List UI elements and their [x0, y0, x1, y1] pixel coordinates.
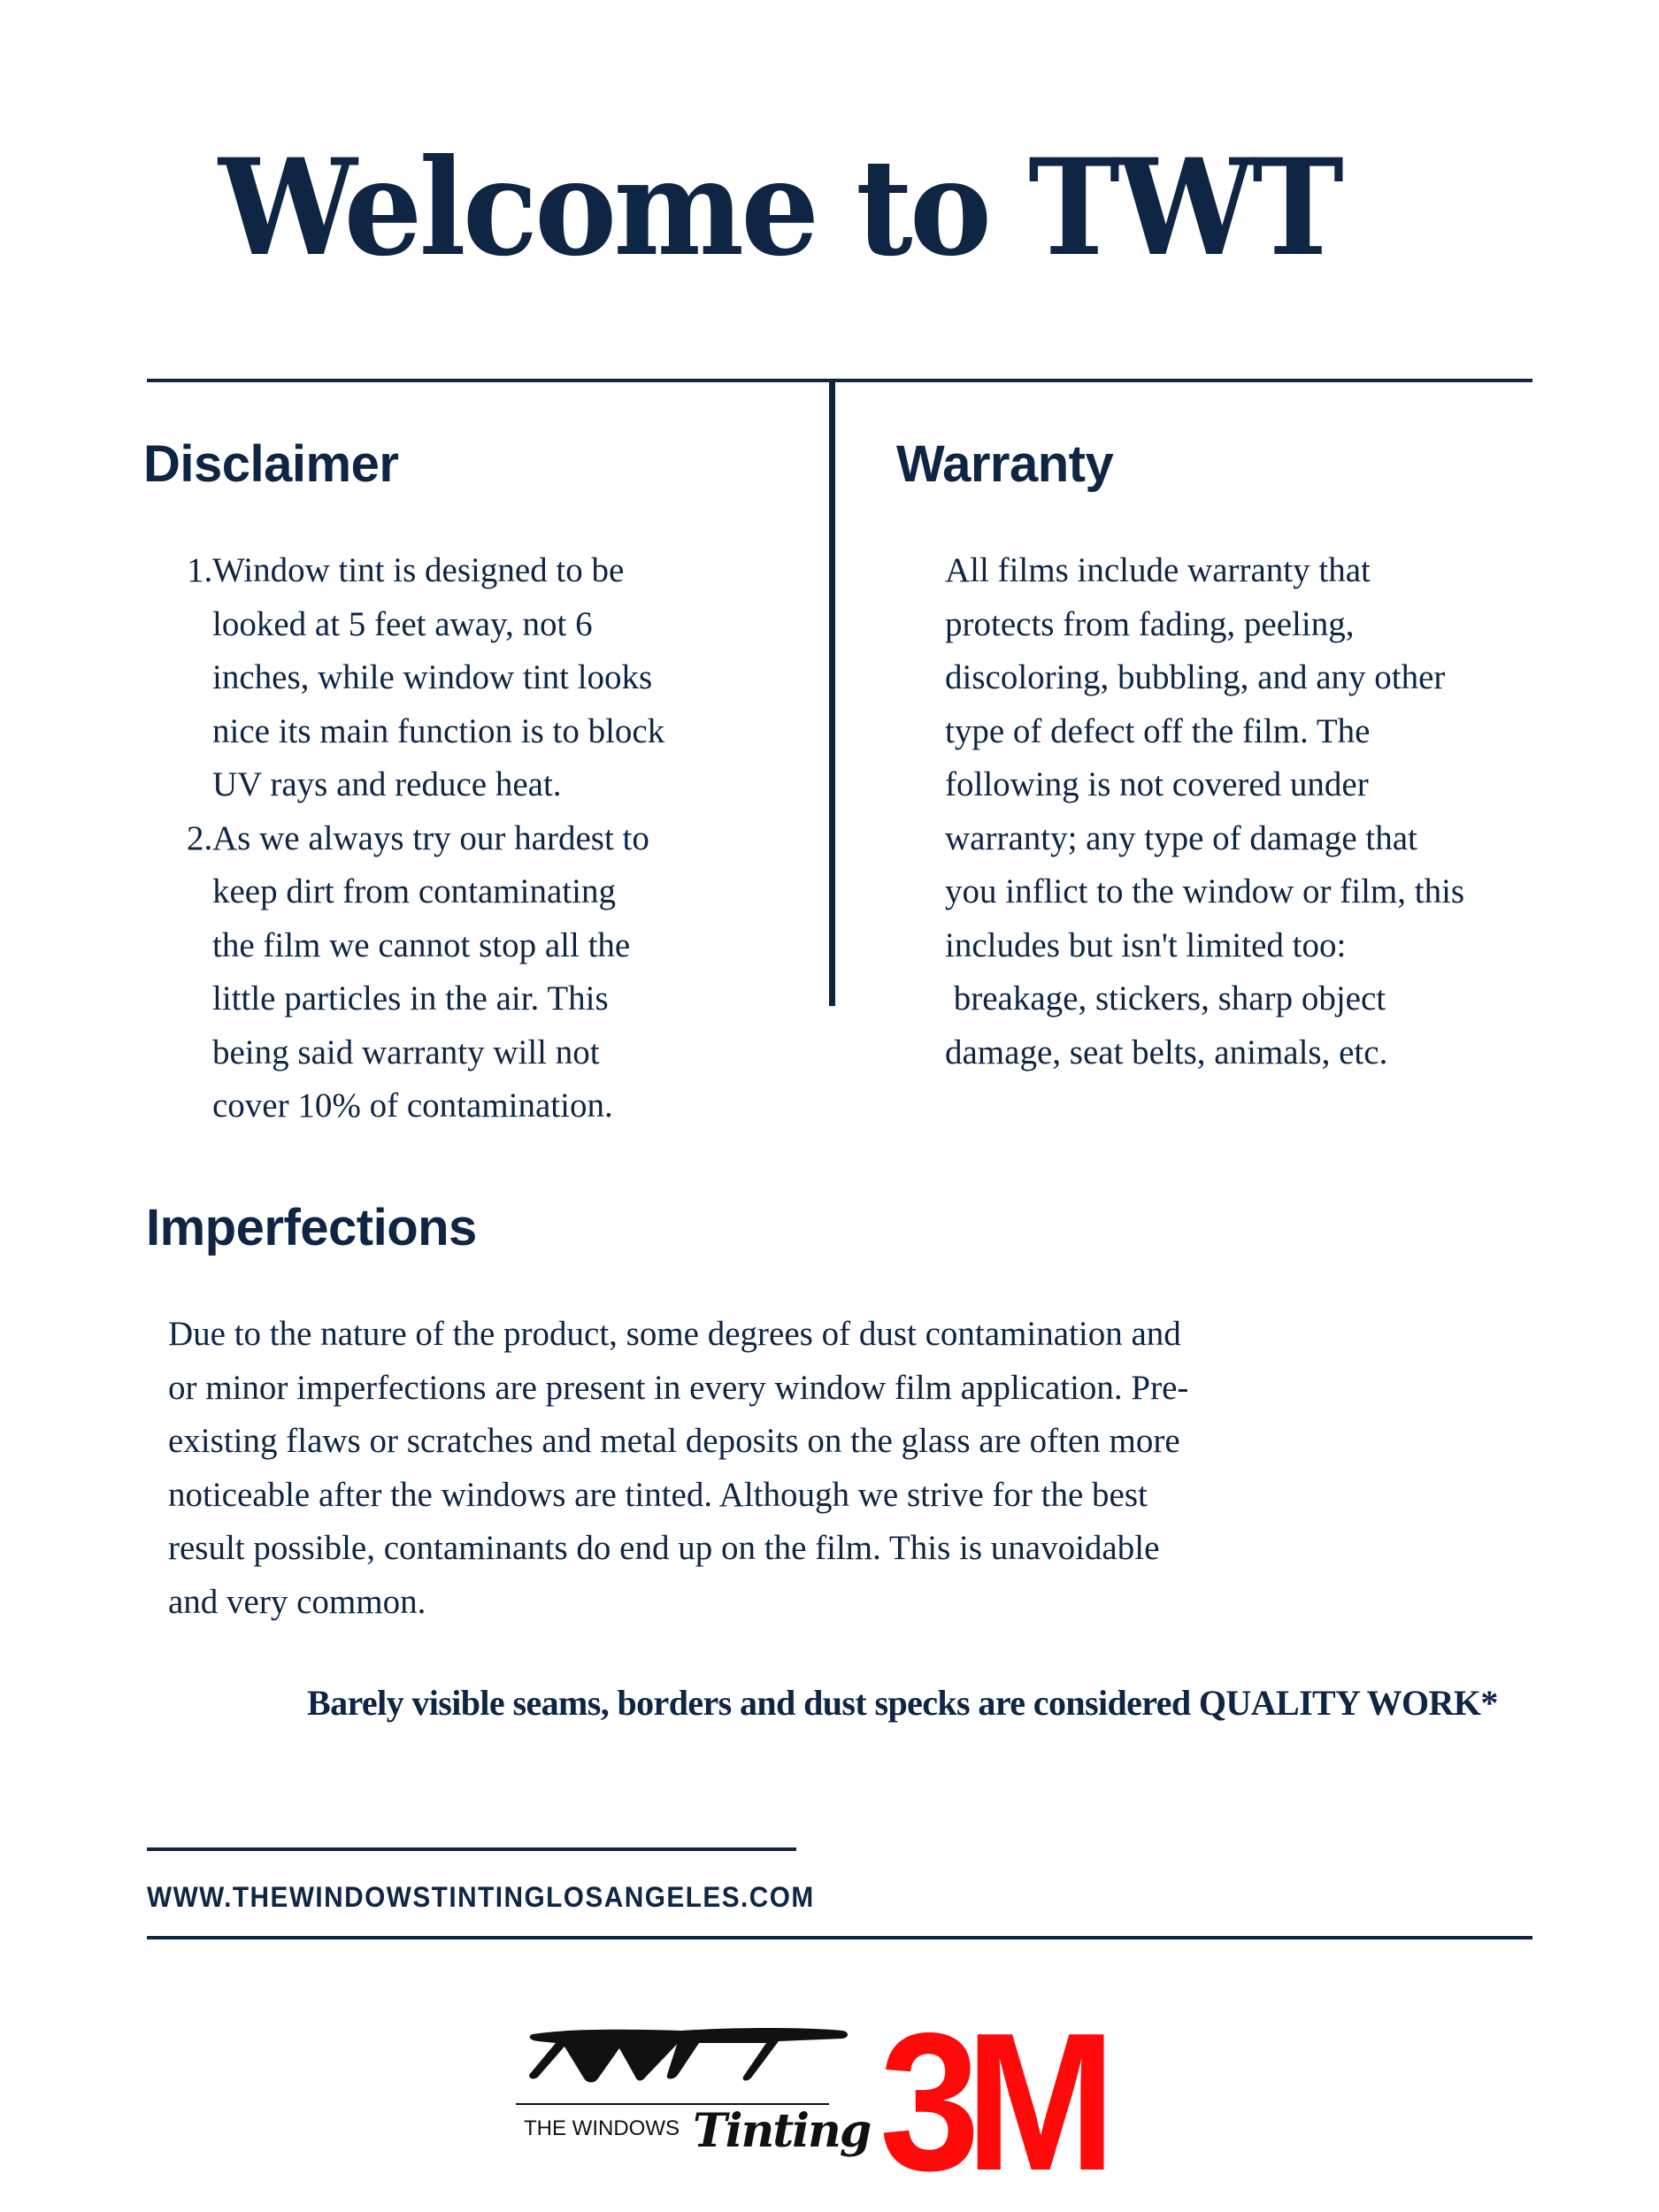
line: you inflict to the window or film, this	[945, 872, 1465, 910]
line: noticeable after the windows are tinted. Although we strive for the best	[168, 1475, 1148, 1514]
line: the film we cannot stop all the	[212, 926, 631, 964]
line: and very common.	[168, 1582, 426, 1621]
line: type of defect off the film. The	[945, 711, 1371, 750]
line: existing flaws or scratches and metal deposits on the glass are often more	[168, 1422, 1180, 1460]
line: following is not covered under	[945, 765, 1369, 803]
disclaimer-item-1	[187, 544, 753, 812]
line: being said warranty will not	[212, 1033, 600, 1071]
imperfections-heading: Imperfections	[146, 1199, 477, 1256]
twt-logo-script: Tinting	[693, 2104, 871, 2158]
twt-logo-subtitle: THE WINDOWS	[524, 2116, 680, 2140]
warranty-body	[945, 544, 1464, 1079]
line: inches, while window tint looks	[212, 658, 653, 696]
line: cover 10% of contamination.	[212, 1087, 613, 1125]
line: little particles in the air. This	[212, 979, 609, 1018]
line: nice its main function is to block	[212, 711, 665, 750]
line: damage, seat belts, animals, etc.	[945, 1033, 1388, 1071]
disclaimer-item-2	[187, 812, 753, 1133]
line: looked at 5 feet away, not 6	[212, 604, 593, 643]
list-number: 2.	[187, 818, 213, 857]
line: All films include warranty that	[945, 551, 1371, 589]
imperfections-body	[168, 1308, 1188, 1629]
footer-short-divider	[147, 1847, 796, 1851]
line: Window tint is designed to be	[212, 551, 625, 589]
top-divider	[147, 379, 1532, 382]
line: result possible, contaminants do end up on the film. This is unavoidable	[168, 1529, 1160, 1567]
page-title: Welcome to TWT	[219, 130, 1341, 286]
line: warranty; any type of damage that	[945, 818, 1417, 857]
disclaimer-list	[187, 544, 753, 1133]
quality-note: Barely visible seams, borders and dust specks are considered QUALITY WORK*	[307, 1683, 1498, 1723]
line: keep dirt from contaminating	[212, 872, 616, 910]
website-link[interactable]: WWW.THEWINDOWSTINTINGLOSANGELES.COM	[147, 1881, 815, 1913]
disclaimer-heading: Disclaimer	[143, 435, 399, 493]
line: discoloring, bubbling, and any other	[945, 658, 1446, 696]
line: Due to the nature of the product, some degrees of dust contamination and	[168, 1315, 1181, 1353]
line: protects from fading, peeling,	[945, 604, 1355, 643]
line: UV rays and reduce heat.	[212, 765, 562, 803]
line: breakage, stickers, sharp object	[945, 979, 1386, 1018]
3m-logo: 3M	[879, 1993, 1102, 2212]
warranty-heading: Warranty	[896, 435, 1114, 493]
line: includes but isn't limited too:	[945, 926, 1347, 964]
column-divider	[829, 382, 835, 1006]
line: As we always try our hardest to	[212, 818, 649, 857]
list-number: 1.	[187, 551, 213, 589]
twt-mark-icon	[513, 2022, 867, 2093]
line: or minor imperfections are present in every window film application. Pre-	[168, 1368, 1189, 1407]
footer-long-divider	[147, 1936, 1532, 1939]
